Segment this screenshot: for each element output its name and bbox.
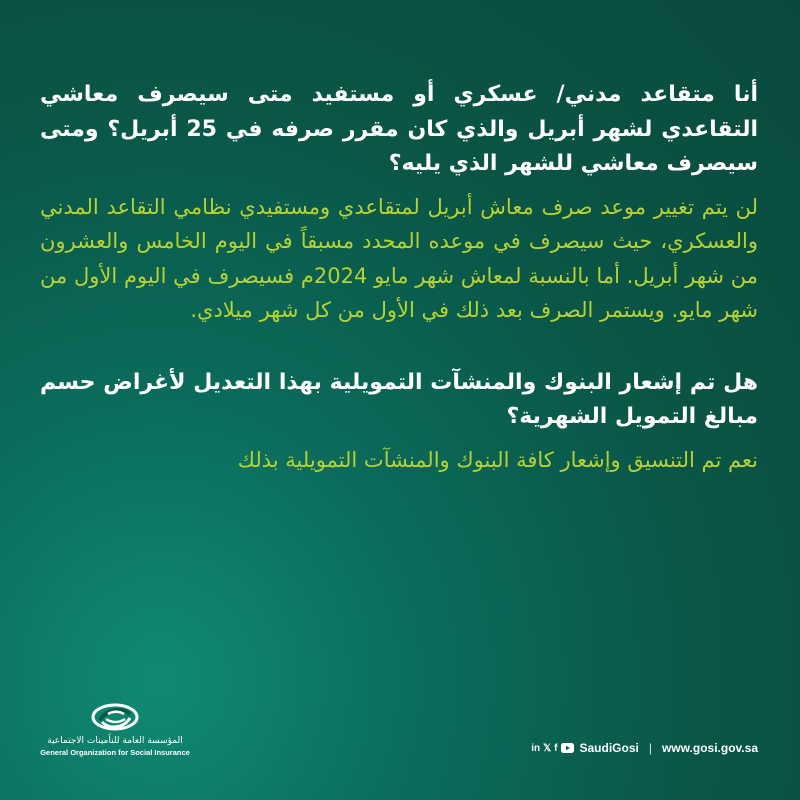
logo-text-arabic: المؤسسة العامة للتأمينات الاجتماعية bbox=[47, 736, 183, 746]
faq-answer-2: نعم تم التنسيق وإشعار كافة البنوك والمنشآت التمويلية بذلك bbox=[237, 447, 758, 472]
social-icons bbox=[531, 742, 573, 754]
footer-separator: | bbox=[648, 741, 652, 755]
faq-question-1: أنا متقاعد مدني/ عسكري أو مستفيد متى سيصرف معاشي التقاعدي لشهر أبريل والذي كان مقرر صرفه في 25 أبريل؟ ومتى سيصرف معاشي للشهر الذي يليه؟ bbox=[40, 82, 759, 176]
faq-content bbox=[40, 78, 758, 477]
footer-contact bbox=[531, 738, 758, 758]
logo-text-english: General Organization for Social Insurance bbox=[40, 748, 190, 757]
youtube-icon[interactable] bbox=[561, 742, 574, 754]
linkedin-icon[interactable]: in bbox=[531, 742, 541, 754]
facebook-icon[interactable]: f bbox=[554, 742, 558, 754]
website-link[interactable]: www.gosi.gov.sa bbox=[661, 741, 758, 755]
gosi-logo bbox=[40, 700, 190, 760]
faq-answer-1: لن يتم تغيير موعد صرف معاش أبريل لمتقاعدي ومستفيدي نظامي التقاعد المدني والعسكري، حيث سيصرف في موعده المحدد مسبقاً في اليوم الخامس والعشرون من شهر أبريل. أما بالنسبة لمعاش شهر مايو 2024م فسيصرف في اليوم الأول من شهر مايو. ويستمر الصرف بعد ذلك في الأول من كل شهر ميلادي. bbox=[40, 194, 758, 322]
gosi-emblem-icon bbox=[86, 700, 144, 734]
social-handle[interactable]: SaudiGosi bbox=[579, 741, 639, 755]
faq-question-2: هل تم إشعار البنوك والمنشآت التمويلية بهذا التعديل لأغراض حسم مبالغ التمويل الشهرية؟ bbox=[40, 369, 758, 429]
x-icon[interactable]: 𝕏 bbox=[543, 742, 552, 754]
